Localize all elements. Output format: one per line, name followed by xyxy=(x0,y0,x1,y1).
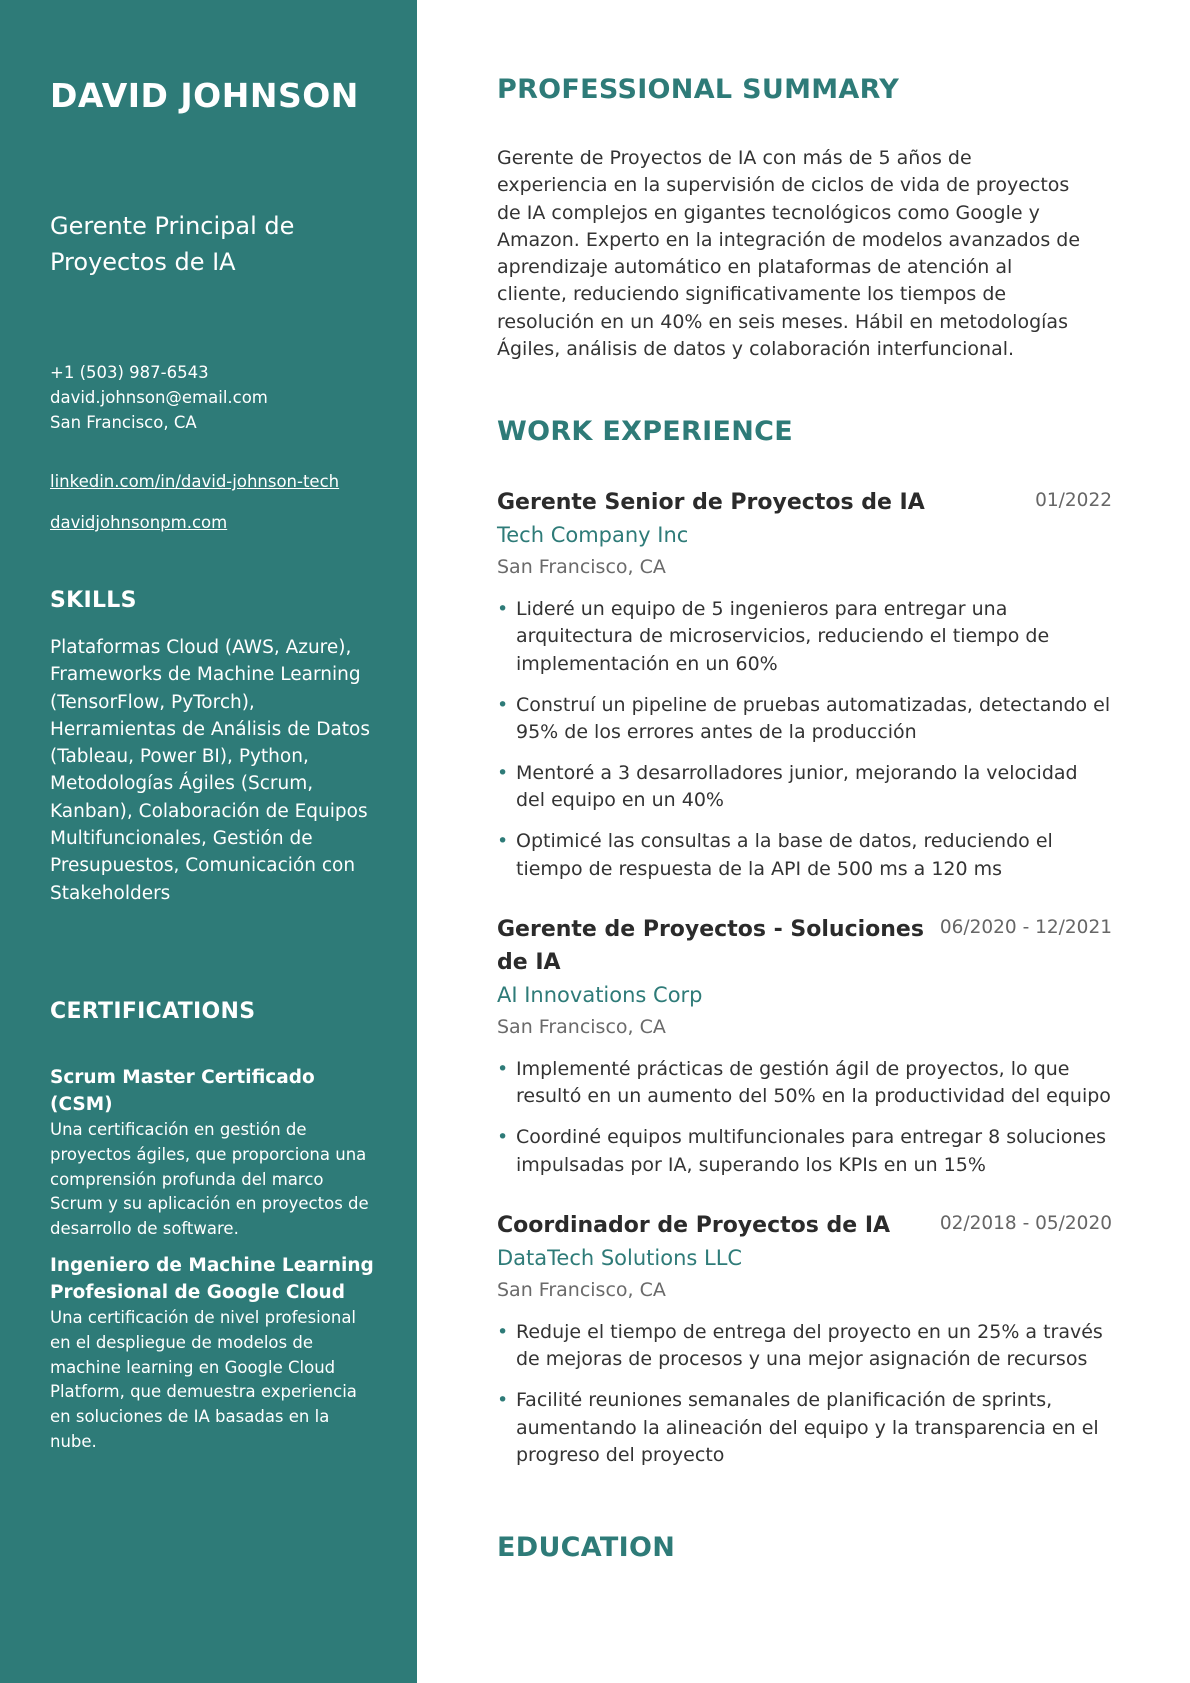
bullet-item xyxy=(497,828,1112,883)
bullet-text: Implementé prácticas de gestión ágil de proyectos, lo que resultó en un aumento del 50% en la productividad del equipo xyxy=(516,1058,1111,1108)
job-entry xyxy=(497,1209,1112,1483)
bullet-icon: • xyxy=(497,830,509,853)
job-location: San Francisco, CA xyxy=(497,556,666,578)
bullet-text: Mentoré a 3 desarrolladores junior, mejorando la velocidad del equipo en un 40% xyxy=(516,762,1078,812)
bullet-icon: • xyxy=(497,1058,509,1080)
job-title: Coordinador de Proyectos de IA xyxy=(497,1213,891,1238)
certification-item xyxy=(50,1252,375,1455)
company-name: DataTech Solutions LLC xyxy=(497,1246,743,1270)
bullet-icon: • xyxy=(497,762,509,785)
linkedin-link[interactable]: linkedin.com/in/david-johnson-tech xyxy=(50,472,340,491)
bullet-text: Coordiné equipos multifuncionales para entregar 8 soluciones impulsadas por IA, superando los KPIs en un 15% xyxy=(516,1126,1107,1176)
job-header xyxy=(497,486,1112,519)
candidate-name: DAVID JOHNSON xyxy=(50,76,359,115)
phone: +1 (503) 987-6543 xyxy=(50,363,209,382)
bullet-item xyxy=(497,760,1112,815)
education-heading: EDUCATION xyxy=(497,1532,676,1563)
bullet-icon: • xyxy=(497,598,509,620)
job-date: 02/2018 - 05/2020 xyxy=(939,1213,1112,1234)
bullet-item xyxy=(497,1124,1112,1179)
bullet-item xyxy=(497,692,1112,747)
bullet-item xyxy=(497,1319,1112,1374)
company-name: Tech Company Inc xyxy=(497,523,689,547)
role-line-2: Proyectos de IA xyxy=(50,248,236,276)
job-date: 06/2020 - 12/2021 xyxy=(939,917,1112,938)
main-content xyxy=(497,0,1112,1683)
summary-heading: PROFESSIONAL SUMMARY xyxy=(497,74,900,105)
company-name: AI Innovations Corp xyxy=(497,983,703,1007)
bullet-icon: • xyxy=(497,1321,509,1343)
job-bullets xyxy=(497,1056,1112,1179)
sidebar xyxy=(0,0,417,1683)
bullet-text: Construí un pipeline de pruebas automatizadas, detectando el 95% de los errores antes de la producción xyxy=(516,693,1111,743)
certifications-heading: CERTIFICATIONS xyxy=(50,999,256,1024)
skills-text: Plataformas Cloud (AWS, Azure), Frameworks de Machine Learning (TensorFlow, PyTorch), Herramientas de Análisis de Datos (Tableau, Power BI), Python, Metodologías Ágiles (Scrum, Kanban), Colaboración de Equipos Multifuncionales, Gestión de Presupuestos, Comunicación con Stakeholders xyxy=(50,637,370,904)
certification-title: Ingeniero de Machine Learning Profesional de Google Cloud xyxy=(50,1255,374,1303)
job-header xyxy=(497,1209,1112,1242)
bullet-text: Lideré un equipo de 5 ingenieros para entregar una arquitectura de microservicios, reduciendo el tiempo de implementación en un 60% xyxy=(516,598,1050,675)
job-location: San Francisco, CA xyxy=(497,1016,666,1038)
certification-item xyxy=(50,1064,375,1242)
role-line-1: Gerente Principal de xyxy=(50,212,295,240)
certification-description: Una certificación en gestión de proyectos ágiles, que proporciona una comprensión profunda del marco Scrum y su aplicación en proyectos de desarrollo de software. xyxy=(50,1120,369,1239)
bullet-item xyxy=(497,596,1112,678)
job-entry xyxy=(497,913,1112,1193)
bullet-icon: • xyxy=(497,1389,509,1412)
bullet-icon: • xyxy=(497,1126,509,1149)
bullet-icon: • xyxy=(497,693,509,716)
certification-title: Scrum Master Certificado (CSM) xyxy=(50,1067,315,1115)
summary-text: Gerente de Proyectos de IA con más de 5 años de experiencia en la supervisión de ciclos de vida de proyectos de IA complejos en gigantes tecnológicos como Google y Amazon. Experto en la integración de modelos avanzados de aprendizaje automático en plataformas de atención al cliente, reduciendo significativamente los tiempos de resolución en un 40% en seis meses. Hábil en metodologías Ágiles, análisis de datos y colaboración interfuncional. xyxy=(497,147,1081,361)
skills-heading: SKILLS xyxy=(50,588,137,613)
job-title: Gerente de Proyectos - Soluciones de IA xyxy=(497,917,924,975)
bullet-item xyxy=(497,1056,1112,1111)
work-experience-heading: WORK EXPERIENCE xyxy=(497,416,793,447)
job-date: 01/2022 xyxy=(1035,490,1112,511)
job-header xyxy=(497,913,1112,979)
bullet-text: Reduje el tiempo de entrega del proyecto en un 25% a través de mejoras de procesos y una mejor asignación de recursos xyxy=(516,1321,1103,1371)
bullet-item xyxy=(497,1387,1112,1469)
job-location: San Francisco, CA xyxy=(497,1279,666,1301)
job-title: Gerente Senior de Proyectos de IA xyxy=(497,490,925,515)
bullet-text: Facilité reuniones semanales de planificación de sprints, aumentando la alineación del equipo y la transparencia en el progreso del proyecto xyxy=(516,1389,1099,1466)
certification-description: Una certificación de nivel profesional en el despliegue de modelos de machine learning en Google Cloud Platform, que demuestra experiencia en soluciones de IA basadas en la nube. xyxy=(50,1308,357,1451)
job-bullets xyxy=(497,1319,1112,1469)
job-entry xyxy=(497,486,1112,897)
contact-info xyxy=(50,360,375,435)
candidate-role xyxy=(50,208,375,280)
bullet-text: Optimicé las consultas a la base de datos, reduciendo el tiempo de respuesta de la API de 500 ms a 120 ms xyxy=(516,830,1053,880)
job-bullets xyxy=(497,596,1112,883)
location: San Francisco, CA xyxy=(50,413,197,432)
website-link[interactable]: davidjohnsonpm.com xyxy=(50,513,228,532)
email: david.johnson@email.com xyxy=(50,388,268,407)
